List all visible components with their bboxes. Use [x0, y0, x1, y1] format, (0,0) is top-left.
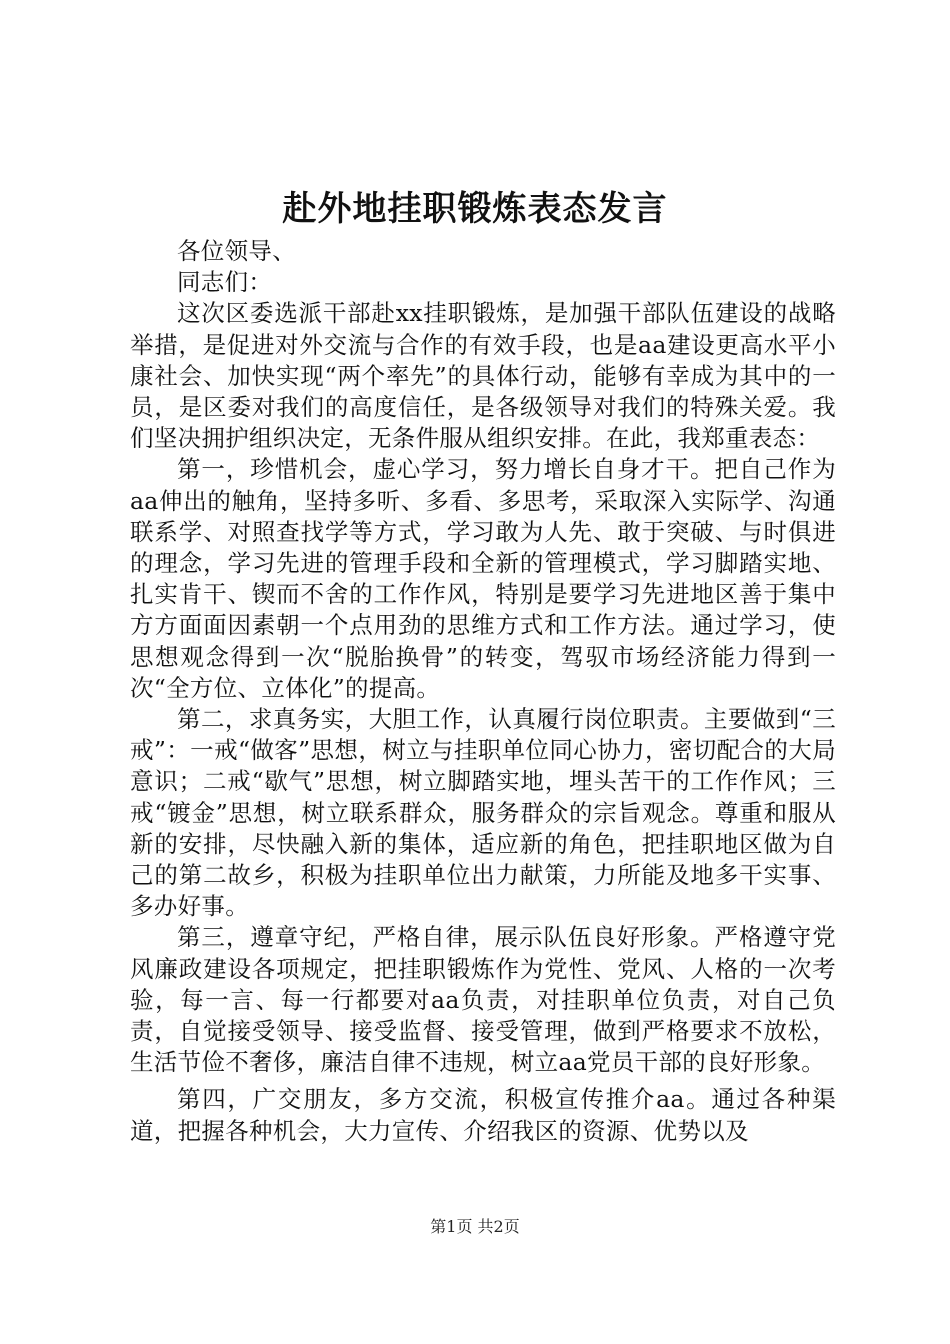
paragraph-intro: 这次区委选派干部赴xx挂职锻炼，是加强干部队伍建设的战略举措，是促进对外交流与合作的有效手段，也是aa建设更高水平小康社会、加快实现“两个率先”的具体行动，能够有幸成为其中的一员，是区委对我们的高度信任，是各级领导对我们的特殊关爱。我们坚决拥护组织决定，无条件服从组织安排。在此，我郑重表态：	[130, 299, 836, 453]
paragraph-second-point: 第二，求真务实，大胆工作，认真履行岗位职责。主要做到“三戒”：一戒“做客”思想，树立与挂职单位同心协力，密切配合的大局意识；二戒“歇气”思想，树立脚踏实地，埋头苦干的工作作风；三戒“镀金”思想，树立联系群众，服务群众的宗旨观念。尊重和服从新的安排，尽快融入新的集体，适应新的角色，把挂职地区做为自己的第二故乡，积极为挂职单位出力献策，力所能及地多干实事、多办好事。	[130, 705, 836, 921]
paragraph-fourth-point: 第四，广交朋友，多方交流，积极宣传推介aa。通过各种渠道，把握各种机会，大力宣传、介绍我区的资源、优势以及	[130, 1085, 836, 1145]
paragraph-first-point: 第一，珍惜机会，虚心学习，努力增长自身才干。把自己作为aa伸出的触角，坚持多听、多看、多思考，采取深入实际学、沟通联系学、对照查找学等方式，学习敢为人先、敢于突破、与时俱进的理念，学习先进的管理手段和全新的管理模式，学习脚踏实地、扎实肯干、锲而不舍的工作作风，特别是要学习先进地区善于集中方方面面因素朝一个点用劲的思维方式和工作方法。通过学习，使思想观念得到一次“脱胎换骨”的转变，驾驭市场经济能力得到一次“全方位、立体化”的提高。	[130, 455, 836, 702]
paragraph-third-point: 第三，遵章守纪，严格自律，展示队伍良好形象。严格遵守党风廉政建设各项规定，把挂职锻炼作为党性、党风、人格的一次考验，每一言、每一行都要对aa负责，对挂职单位负责，对自己负责，自觉接受领导、接受监督、接受管理，做到严格要求不放松，生活节俭不奢侈，廉洁自律不违规，树立aa党员干部的良好形象。	[130, 923, 836, 1077]
document-body	[130, 236, 836, 1147]
salutation-leaders: 各位领导、	[177, 237, 296, 265]
page-footer: 第1页 共2页	[430, 1217, 520, 1236]
salutation-comrades: 同志们：	[177, 268, 273, 297]
document-title: 赴外地挂职锻炼表态发言	[282, 189, 668, 229]
